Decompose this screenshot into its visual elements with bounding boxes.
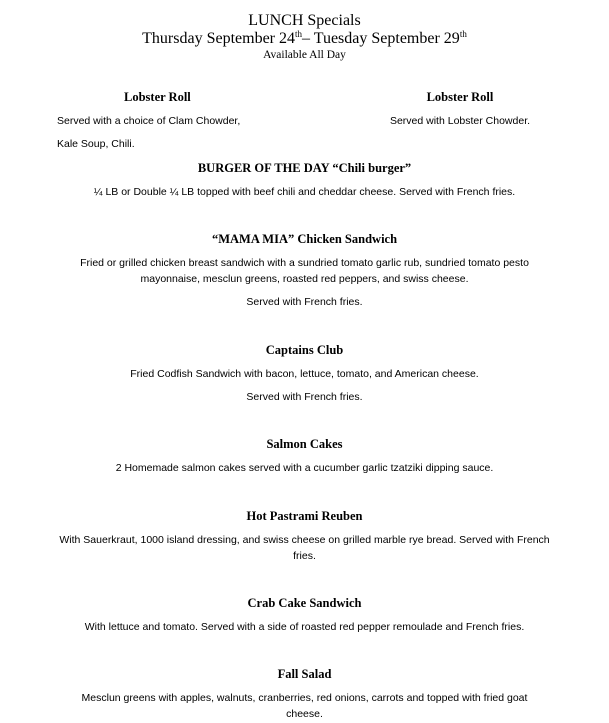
availability-note: Available All Day: [263, 49, 346, 61]
item-desc-pastrami-line1: With Sauerkraut, 1000 island dressing, and swiss cheese on grilled marble rye bread. Served with French: [59, 534, 550, 546]
item-desc-burger-of-the-day: ¼ LB or Double ¼ LB topped with beef chili and cheddar cheese. Served with French fries.: [93, 186, 516, 198]
item-desc-fall-salad-line2: cheese.: [286, 708, 323, 720]
item-desc-lobster-roll-left-line2: Kale Soup, Chili.: [57, 138, 135, 150]
item-name-captains-club: Captains Club: [265, 343, 344, 357]
item-desc-salmon-cakes: 2 Homemade salmon cakes served with a cucumber garlic tzatziki dipping sauce.: [115, 462, 494, 474]
item-name-salmon-cakes: Salmon Cakes: [266, 437, 343, 451]
item-name-lobster-roll-left: Lobster Roll: [124, 90, 191, 104]
item-desc-lobster-roll-left-line1: Served with a choice of Clam Chowder,: [57, 115, 241, 127]
end-date: – Tuesday September 29: [302, 30, 460, 47]
menu-title: LUNCH Specials: [248, 12, 361, 29]
item-desc-crab-cake: With lettuce and tomato. Served with a side of roasted red pepper remoulade and French fries.: [84, 621, 525, 633]
item-name-lobster-roll-right: Lobster Roll: [426, 90, 494, 104]
item-desc-mama-mia-line3: Served with French fries.: [246, 296, 363, 308]
item-desc-mama-mia-line2: mayonnaise, mesclun greens, roasted red peppers, and swiss cheese.: [140, 273, 469, 285]
item-name-crab-cake-sandwich: Crab Cake Sandwich: [247, 596, 362, 610]
item-name-mama-mia-chicken-sandwich: “MAMA MIA” Chicken Sandwich: [211, 232, 398, 246]
item-desc-captains-club-line2: Served with French fries.: [246, 391, 363, 403]
item-name-hot-pastrami-reuben: Hot Pastrami Reuben: [246, 509, 363, 523]
item-desc-captains-club-line1: Fried Codfish Sandwich with bacon, lettuce, tomato, and American cheese.: [130, 368, 479, 380]
item-desc-lobster-roll-right: Served with Lobster Chowder.: [389, 115, 531, 127]
start-date: Thursday September 24: [142, 30, 296, 47]
start-date-suffix: th: [295, 29, 303, 39]
item-desc-pastrami-line2: fries.: [293, 550, 316, 562]
item-desc-fall-salad-line1: Mesclun greens with apples, walnuts, cranberries, red onions, carrots and topped with fried goat: [81, 692, 528, 704]
date-range: [0, 30, 609, 48]
item-name-burger-of-the-day: BURGER OF THE DAY “Chili burger”: [197, 161, 412, 175]
end-date-suffix: th: [459, 29, 467, 39]
item-desc-mama-mia-line1: Fried or grilled chicken breast sandwich with a sundried tomato garlic rub, sundried tomato pesto: [80, 257, 529, 269]
item-name-fall-salad: Fall Salad: [277, 667, 332, 681]
